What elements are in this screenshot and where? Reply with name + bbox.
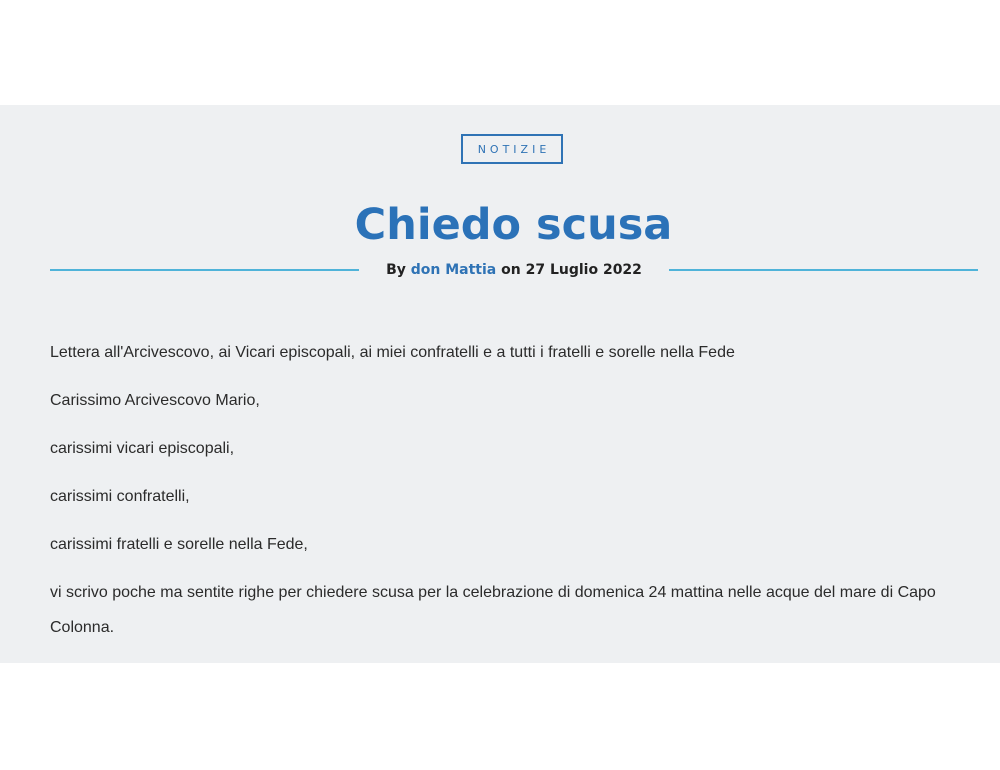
article-body <box>50 335 970 658</box>
byline <box>359 260 669 280</box>
divider-right <box>669 269 978 271</box>
paragraph: vi scrivo poche ma sentite righe per chiedere scusa per la celebrazione di domenica 24 mattina nelle acque del mare di Capo Colonna. <box>50 584 936 636</box>
article-header-panel <box>0 105 1000 663</box>
paragraph: Lettera all'Arcivescovo, ai Vicari episcopali, ai miei confratelli e a tutti i fratelli e sorelle nella Fede <box>50 344 735 361</box>
divider-left <box>50 269 359 271</box>
paragraph: carissimi fratelli e sorelle nella Fede, <box>50 536 308 553</box>
article-title: Chiedo scusa <box>354 200 673 250</box>
byline-by-label: By <box>386 262 406 278</box>
author-link[interactable]: don Mattia <box>410 262 497 278</box>
byline-on-label: on <box>501 262 521 278</box>
paragraph: carissimi vicari episcopali, <box>50 440 235 457</box>
paragraph: carissimi confratelli, <box>50 488 190 505</box>
publish-date: 27 Luglio 2022 <box>525 262 642 278</box>
paragraph: Carissimo Arcivescovo Mario, <box>50 392 260 409</box>
category-badge[interactable]: NOTIZIE <box>461 134 563 164</box>
